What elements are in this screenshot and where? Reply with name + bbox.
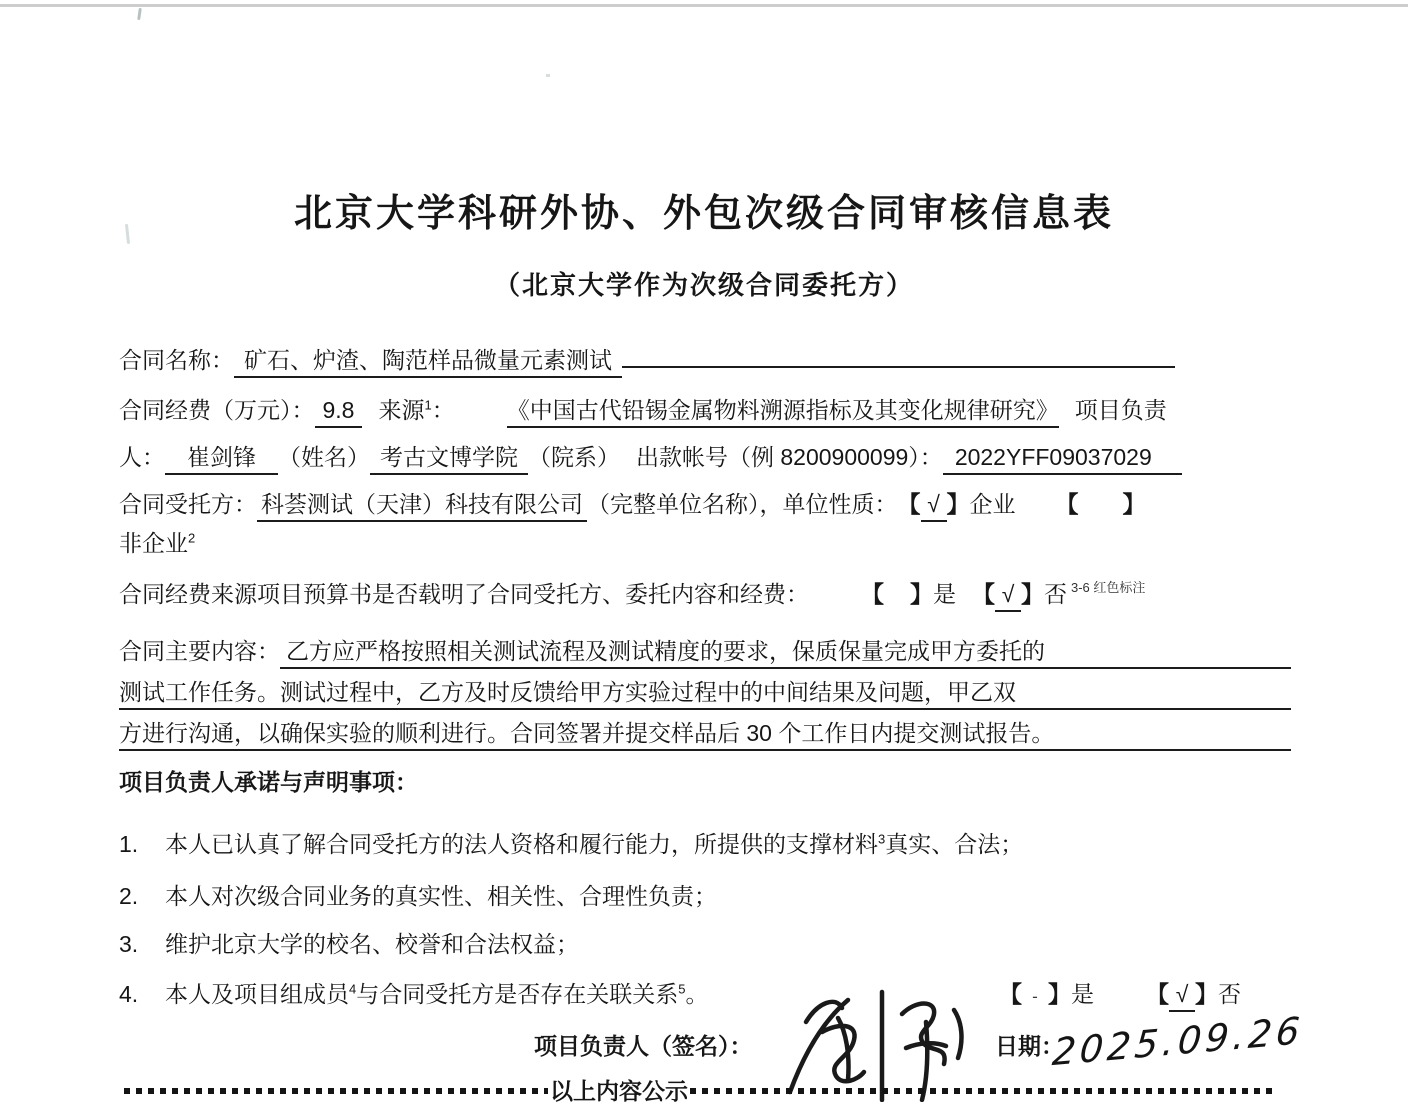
budget-no-label: 否 — [1044, 581, 1067, 607]
source-project-title: 《中国古代铅锡金属物料溯源指标及其变化规律研究》 — [507, 396, 1059, 428]
non-enterprise-text: 非企业 — [119, 530, 188, 556]
trustee-row — [119, 490, 1146, 522]
commitments-heading — [119, 768, 418, 798]
dept-paren-label: （院系） — [528, 444, 620, 470]
funding-label: 合同经费（万元）： — [119, 397, 315, 423]
trustee-value: 科荟测试（天津）科技有限公司 — [257, 490, 587, 522]
bracket-open: 【 — [897, 491, 921, 517]
bracket-close: 】 — [1021, 581, 1044, 607]
relation-no-checkbox — [1146, 980, 1218, 1012]
signature-label: 项目负责人（签名）： — [534, 1033, 753, 1059]
non-enterprise-footnote-sup: 2 — [188, 530, 196, 546]
commitment-item-2 — [119, 882, 717, 912]
publicity-notice-text: 以上内容公示 — [550, 1078, 688, 1102]
scan-edge-line — [0, 4, 1408, 7]
item-text — [165, 830, 1023, 860]
bracket-close: 】 — [946, 491, 970, 517]
item-number: 4. — [119, 981, 139, 1007]
scan-artifact — [546, 74, 550, 77]
item-text-mid: 与合同受托方是否存在关联关系 — [356, 981, 679, 1007]
budget-question-row — [119, 580, 1145, 612]
commitment-item-1 — [119, 830, 1023, 860]
source-colon: ： — [431, 397, 455, 423]
scan-artifact — [137, 8, 142, 20]
commitments-heading-text: 项目负责人承诺与声明事项： — [119, 769, 418, 795]
budget-no-mark: √ — [995, 580, 1021, 612]
form-subtitle: （北京大学作为次级合同委托方） — [493, 270, 914, 300]
main-content-row-3 — [119, 719, 1291, 751]
relation-no-label: 否 — [1218, 981, 1241, 1007]
non-enterprise-wrap-row — [119, 529, 195, 559]
main-content-row-2 — [119, 678, 1291, 710]
pi-label-wrapped-part: 项目负责 — [1074, 397, 1167, 423]
non-enterprise-label — [119, 529, 195, 559]
footnote-sup-4: 4 — [349, 981, 357, 997]
funding-row — [119, 396, 1291, 428]
pi-label: 人： — [119, 444, 165, 470]
signature-row — [534, 1032, 753, 1062]
main-content-line-2: 测试工作任务。测试过程中，乙方及时反馈给甲方实验过程中的中间结果及问题，甲乙双 — [119, 678, 1291, 710]
bracket-close: 】 — [1195, 981, 1218, 1007]
source-footnote-sup: 1 — [424, 397, 432, 413]
account-value: 2022YFF09037029 — [943, 443, 1182, 475]
item-number: 3. — [119, 931, 139, 957]
budget-question-text: 合同经费来源项目预算书是否载明了合同受托方、委托内容和经费： — [119, 581, 809, 607]
item-text: 本人对次级合同业务的真实性、相关性、合理性负责； — [165, 883, 717, 909]
dotted-line-right — [690, 1088, 1276, 1094]
publicity-divider — [124, 1074, 1276, 1102]
dotted-line-left — [124, 1088, 548, 1094]
pi-name-value: 崔剑锋 — [165, 443, 278, 475]
item-number: 1. — [119, 831, 139, 857]
bracket-open: 【 — [999, 981, 1022, 1007]
footnote-sup-5: 5 — [678, 981, 686, 997]
department-value: 考古文博学院 — [370, 443, 528, 475]
source-label — [378, 396, 454, 426]
non-enterprise-checkbox — [1056, 490, 1146, 520]
commitment-item-4 — [119, 980, 1241, 1012]
item-text: 维护北京大学的校名、校誉和合法权益； — [165, 931, 579, 957]
enterprise-label: 企业 — [969, 491, 1016, 517]
budget-yes-label: 是 — [933, 581, 956, 607]
trustee-label: 合同受托方： — [119, 491, 257, 517]
main-content-line-1: 乙方应严格按照相关测试流程及测试精度的要求，保质保量完成甲方委托的 — [280, 637, 1291, 669]
contract-name-row — [119, 346, 1175, 378]
relation-no-mark: √ — [1169, 980, 1195, 1012]
item-number: 2. — [119, 883, 139, 909]
contract-name-label: 合同名称： — [119, 347, 234, 373]
bracket-open: 【 — [972, 581, 995, 607]
item-text-after: 。 — [685, 981, 709, 1007]
budget-no-checkbox — [972, 580, 1044, 612]
enterprise-check-mark: √ — [921, 490, 947, 522]
item-text — [165, 980, 708, 1010]
main-content-line-3: 方进行沟通，以确保实验的顺利进行。合同签署并提交样品后 30 个工作日内提交测试报告。 — [119, 719, 1291, 751]
bracket-open: 【 — [1146, 981, 1169, 1007]
form-title: 北京大学科研外协、外包次级合同审核信息表 — [293, 193, 1114, 235]
bracket-open: 【 — [1055, 491, 1079, 517]
funding-amount: 9.8 — [315, 396, 363, 428]
relation-yes-label: 是 — [1071, 981, 1094, 1007]
main-content-label: 合同主要内容： — [119, 638, 280, 664]
item-text-before: 本人已认真了解合同受托方的法人资格和履行能力，所提供的支撑材料 — [165, 831, 878, 857]
footnote-sup-3: 3 — [878, 831, 886, 847]
commitment-item-3 — [119, 930, 579, 960]
item-text-after: 真实、合法； — [885, 831, 1024, 857]
bracket-open: 【 — [861, 581, 884, 607]
date-handwriting: 2025.09.26 — [1050, 1008, 1306, 1075]
contract-name-blank-line — [622, 366, 1175, 368]
signature-signed-name — [0, 0, 1, 1]
pi-row — [119, 443, 1259, 475]
bracket-close: 】 — [1122, 491, 1146, 517]
account-label: 出款帐号（例 8200900099）： — [636, 444, 943, 470]
relation-yes-checkbox — [999, 980, 1071, 1010]
source-label-text: 来源 — [378, 397, 425, 423]
contract-name-value: 矿石、炉渣、陶范样品微量元素测试 — [234, 346, 622, 378]
trustee-suffix: （完整单位名称），单位性质： — [587, 491, 898, 517]
item-text-before: 本人及项目组成员 — [165, 981, 349, 1007]
bracket-close: 】 — [910, 581, 933, 607]
name-paren-label: （姓名） — [278, 444, 370, 470]
bracket-close: 】 — [1048, 981, 1071, 1007]
date-label: 日期： — [995, 1033, 1064, 1059]
relation-yes-mark: - — [1032, 987, 1038, 1006]
red-annotation-note: 3-6 红色标注 — [1071, 580, 1146, 595]
enterprise-checkbox — [898, 490, 970, 522]
budget-yes-checkbox — [861, 580, 933, 610]
main-content-row-1 — [119, 637, 1291, 669]
